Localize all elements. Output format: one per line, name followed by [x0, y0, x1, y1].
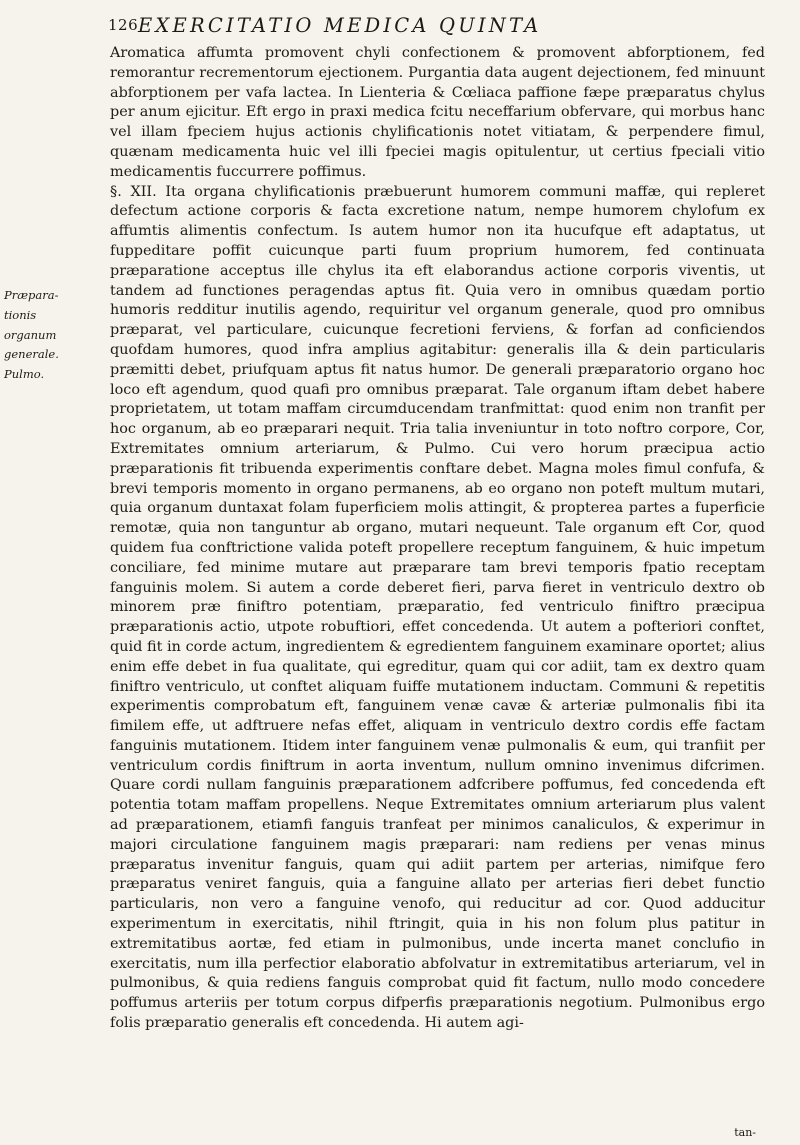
catchword: tan- — [734, 1126, 756, 1139]
body-text — [110, 44, 765, 1034]
paragraph: Aromatica affumta promovent chyli confectionem & promovent abforptionem, fed remorantur recrementorum ejectionem. Purgantia data augent dejectionem, fed minuunt abforptionem per vafa lactea. In Lienteria & Cœliaca paffione fæpe præparatus chylus per anum ejicitur. Eft ergo in praxi medica fcitu neceffarium obfervare, qui morbus hanc vel illam fpeciem hujus actionis chylificationis notet vitiatam, & perpendere fimul, quænam medicamenta huic vel illi fpeciei magis opitulentur, ut certius fpeciali vitio medicamentis fuccurrere poffimus. — [110, 45, 765, 180]
page-number: 126 — [108, 16, 139, 34]
paragraph: §. XII. Ita organa chylificationis præbuerunt humorem communi maffæ, qui repleret defectum actione corporis & facta excretione natum, nempe humorem chylofum ex affumtis alimentis confectum. Is autem humor non ita hucufque eft adaptatus, ut fuppeditare poffit cuicunque parti fuum proprium humorem, fed continuata præparatione acceptus ille chylus ita eft elaborandus actione corporis viventis, ut tandem ad functiones peragendas aptus fit. Quia vero in omnibus quædam portio humoris redditur inutilis agendo, requiritur vel organum generale, quod pro omnibus præparat, vel particulare, cuicunque fecretioni ferviens, & forfan ad conficiendos quofdam humores, quod infra amplius agitabitur: generalis illa & dein particularis præmitti debet, priufquam aptus fit natus humor. De generali præparatorio organo hoc loco eft agendum, quod quafi pro omnibus præparat. Tale organum iftam debet habere proprietatem, ut totam maffam circumducendam tranfmittat: quod enim non tranfit per hoc organum, ab eo præparari nequit. Tria talia inveniuntur in toto noftro corpore, Cor, Extremitates omnium arteriarum, & Pulmo. Cui vero horum præcipua actio præparationis fit tribuenda experimentis conftare debet. Magna moles fimul confufa, & brevi temporis momento in organo permanens, ab eo organo non poteft multum mutari, quia organum duntaxat folam fuperficiem molis attingit, & propterea partes a fuperficie remotæ, quia non tanguntur ab organo, mutari nequeunt. Tale organum eft Cor, quod quidem fua conftrictione valida poteft propellere receptum fanguinem, & huic impetum conciliare, fed minime mutare aut præparare tam brevi temporis fpatio receptam fanguinis molem. Si autem a corde deberet fieri, parva fieret in ventriculo dextro ob minorem præ finiftro potentiam, præparatio, fed ventriculo finiftro præcipua præparationis actio, utpote robuftiori, effet concedenda. Ut autem a pofteriori conftet, quid fit in corde actum, ingredientem & egredientem fanguinem examinare oportet; alius enim effe debet in fua qualitate, qui egreditur, quam qui cor adiit, tam ex dextro quam finiftro ventriculo, ut conftet aliquam fuiffe mutationem inductam. Communi & repetitis experimentis comprobatum eft, fanguinem venæ cavæ & arteriæ pulmonalis fibi ita fimilem effe, ut adftruere nefas effet, aliquam in ventriculo dextro cordis effe factam fanguinis mutationem. Itidem inter fanguinem venæ pulmonalis & eum, qui tranfiit per ventriculum cordis finiftrum in aorta inventum, nullum omnino invenimus difcrimen. Quare cordi nullam fanguinis præparationem adfcribere poffumus, fed concedenda eft potentia totam maffam propellens. Neque Extremitates omnium arteriarum plus valent ad præparationem, etiamfi fanguis tranfeat per minimos canaliculos, & experimur in majori circulatione fanguinem magis præparari: nam rediens per venas minus præparatus invenitur fanguis, quam qui adiit partem per arterias, nimifque fero præparatus veniret fanguis, quia a fanguine allato per arterias fieri debet functio particularis, non vero a fanguine venofo, qui reducitur ad cor. Quod adducitur experimentum in exercitatis, nihil ftringit, quia in his non folum plus patitur in extremitatibus aortæ, fed etiam in pulmonibus, unde incerta manet conclufio in exercitatis, num illa perfectior elaboratio abfolvatur in extremitatibus arteriarum, vel in pulmonibus, & quia rediens fanguis comprobat quid fit factum, nullo modo concedere poffumus arteriis per totum corpus difperfis præparationis negotium. Pulmonibus ergo folis præparatio generalis eft concedenda. Hi autem agi- — [110, 183, 765, 1032]
margin-note-line: Pulmo. — [4, 367, 45, 382]
running-title: EXERCITATIO MEDICA QUINTA — [138, 14, 542, 37]
margin-note-line: organum — [4, 327, 57, 342]
margin-note-line: Præpara- — [4, 288, 59, 302]
margin-note-line: generale. — [4, 347, 59, 362]
margin-note — [4, 286, 102, 385]
margin-note-line: tionis — [4, 307, 37, 322]
page-header — [108, 14, 766, 40]
